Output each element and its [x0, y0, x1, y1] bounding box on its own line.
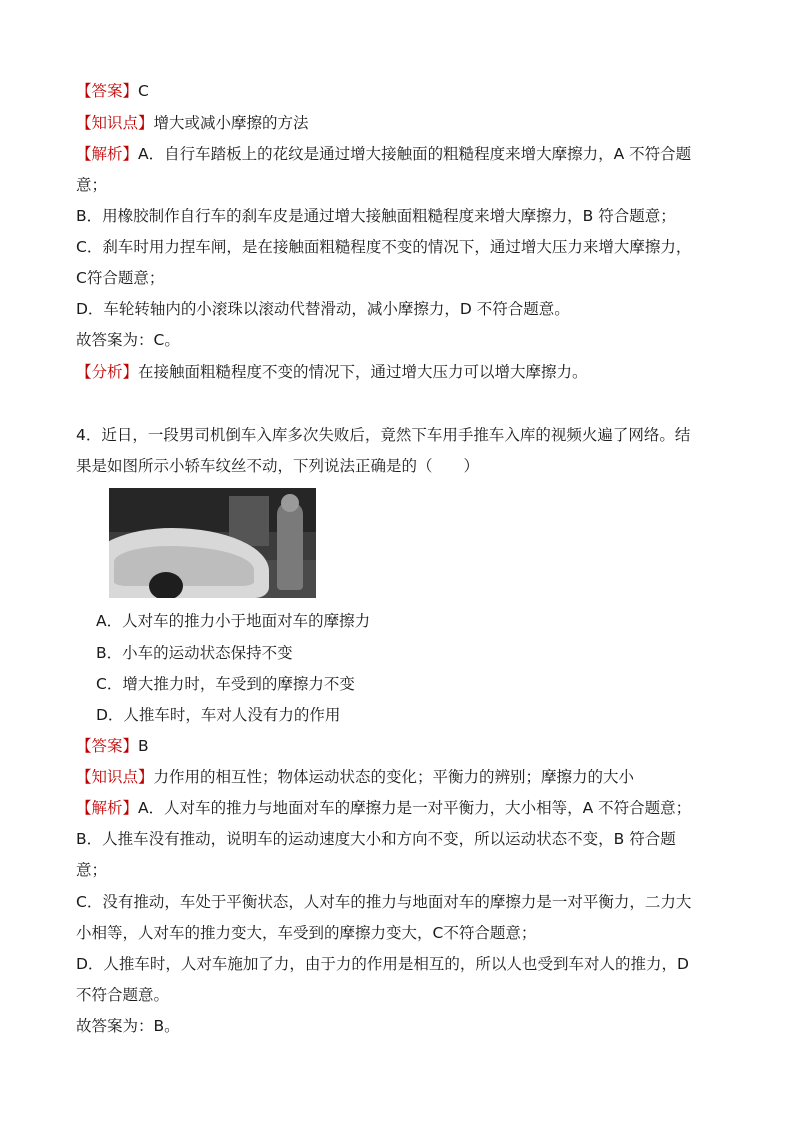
q4-question: 4．近日，一段男司机倒车入库多次失败后，竟然下车用手推车入库的视频火遍了网络。结: [76, 426, 691, 444]
q3-analysis-b: B．用橡胶制作自行车的刹车皮是通过增大接触面粗糙程度来增大摩擦力，B 符合题意；: [76, 207, 676, 225]
q4-answer-line: [76, 735, 716, 757]
option-c: C．增大推力时，车受到的摩擦力不变: [96, 675, 355, 693]
q4-analysis-line: [76, 797, 716, 819]
q3-remark-line: [76, 361, 716, 383]
analysis-text: A．人对车的推力与地面对车的摩擦力是一对平衡力，大小相等，A 不符合题意；: [138, 799, 692, 817]
q3-knowledge-line: [76, 112, 716, 134]
q3-analysis-c: C．刹车时用力捏车闸，是在接触面粗糙程度不变的情况下，通过增大压力来增大摩擦力，: [76, 238, 692, 256]
knowledge-text: 增大或减小摩擦的方法: [153, 114, 309, 132]
answer-value: B: [138, 737, 149, 755]
option-a: A．人对车的推力小于地面对车的摩擦力: [96, 612, 371, 630]
q4-analysis-b: B．人推车没有推动，说明车的运动速度大小和方向不变，所以运动状态不变，B 符合题: [76, 830, 676, 848]
remark-text: 在接触面粗糙程度不变的情况下，通过增大压力可以增大摩擦力。: [138, 363, 588, 381]
remark-tag: 【分析】: [76, 363, 139, 381]
q4-analysis-c-cont: 小相等，人对车的推力变大，车受到的摩擦力变大，C不符合题意；: [76, 924, 537, 942]
knowledge-text: 力作用的相互性；物体运动状态的变化；平衡力的辨别；摩擦力的大小: [153, 768, 635, 786]
q3-analysis-d: D．车轮转轴内的小滚珠以滚动代替滑动，减小摩擦力，D 不符合题意。: [76, 300, 570, 318]
q3-conclusion: 故答案为：C。: [76, 331, 180, 349]
answer-value: C: [138, 82, 149, 100]
answer-tag: 【答案】: [76, 737, 139, 755]
option-d: D．人推车时，车对人没有力的作用: [96, 706, 341, 724]
car-pushing-photo: [109, 488, 316, 598]
q3-answer-line: [76, 80, 716, 102]
analysis-text: A．自行车踏板上的花纹是通过增大接触面的粗糙程度来增大摩擦力，A 不符合题: [138, 145, 692, 163]
q4-analysis-d-cont: 不符合题意。: [76, 986, 170, 1004]
q3-analysis-c-cont: C符合题意；: [76, 269, 165, 287]
analysis-tag: 【解析】: [76, 145, 139, 163]
q4-analysis-c: C．没有推动，车处于平衡状态，人对车的推力与地面对车的摩擦力是一对平衡力，二力大: [76, 893, 692, 911]
q4-analysis-d: D．人推车时，人对车施加了力，由于力的作用是相互的，所以人也受到车对人的推力，D: [76, 955, 689, 973]
q4-question-cont: 果是如图所示小轿车纹丝不动，下列说法正确是的（ ）: [76, 457, 480, 475]
q4-analysis-b-cont: 意；: [76, 861, 108, 879]
analysis-tag: 【解析】: [76, 799, 139, 817]
q4-conclusion: 故答案为：B。: [76, 1017, 180, 1035]
q4-knowledge-line: [76, 766, 716, 788]
q3-analysis-a-cont: 意；: [76, 176, 108, 194]
answer-tag: 【答案】: [76, 82, 139, 100]
knowledge-tag: 【知识点】: [76, 768, 154, 786]
q3-analysis-line: [76, 143, 716, 165]
option-b: B．小车的运动状态保持不变: [96, 644, 293, 662]
knowledge-tag: 【知识点】: [76, 114, 154, 132]
